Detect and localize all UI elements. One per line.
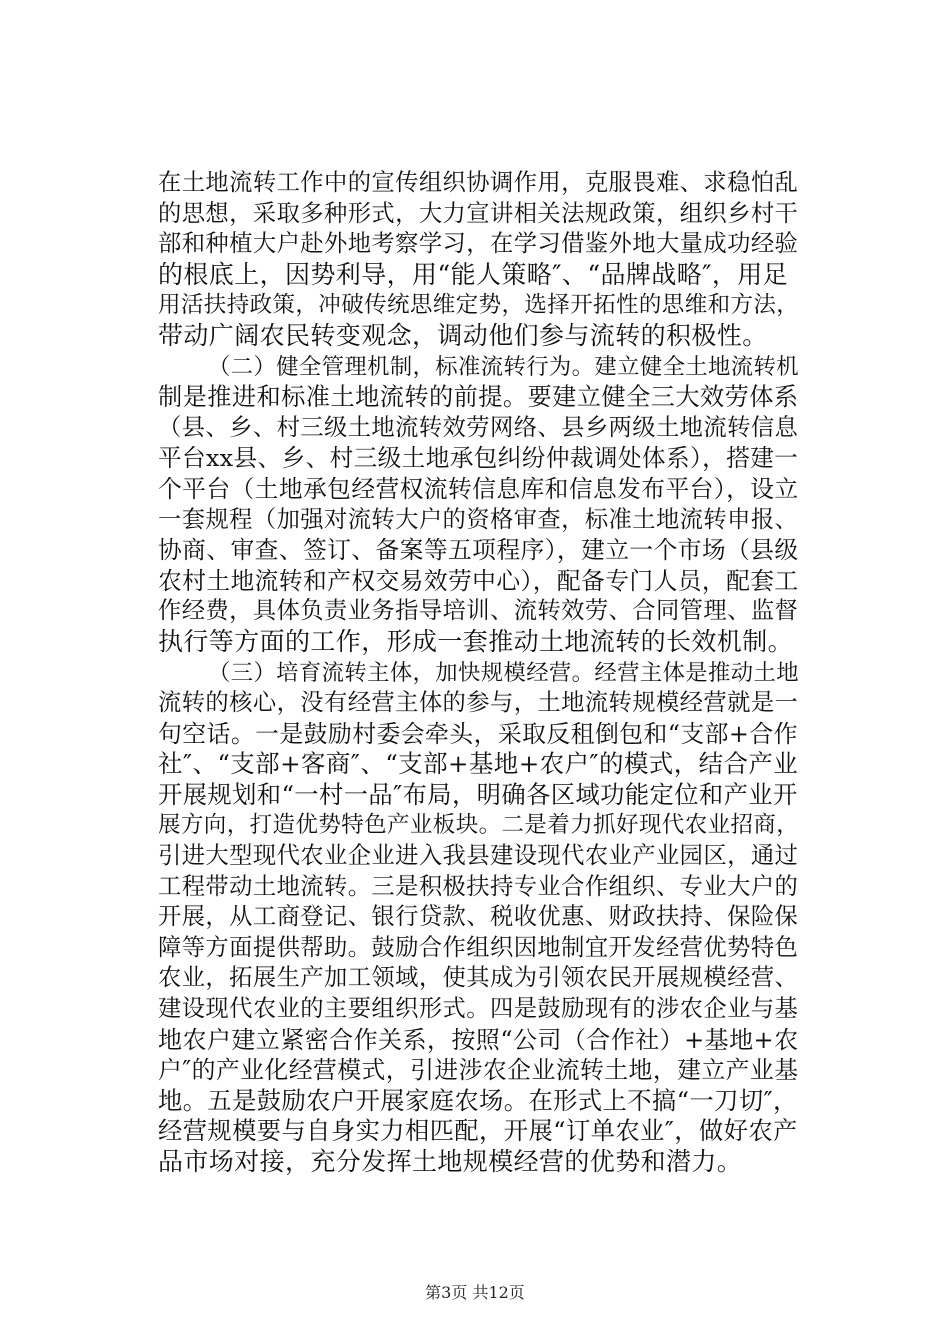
text-line: 障等方面提供帮助。鼓励合作组织因地制宜开发经营优势特色 — [158, 933, 799, 961]
text-line: 句空话。一是鼓励村委会牵头，采取反租倒包和“支部+合作 — [158, 719, 798, 748]
text-line: 工程带动土地流转。三是积极扶持专业合作组织、专业大户的 — [158, 872, 799, 900]
text-line: 品市场对接，充分发挥土地规模经营的优势和潜力。 — [158, 1147, 743, 1176]
text-line: 协商、审查、签订、备案等五项程序），建立一个市场（县级 — [158, 536, 799, 565]
text-line: 部和种植大户赴外地考察学习，在学习借鉴外地大量成功经验 — [158, 230, 799, 258]
text-line: 制是推进和标准土地流转的前提。要建立健全三大效劳体系 — [158, 382, 799, 412]
text-line: 开展，从工商登记、银行贷款、税收优惠、财政扶持、保险保 — [158, 903, 799, 931]
text-line: 农村土地流转和产权交易效劳中心），配备专门人员，配套工 — [158, 566, 799, 595]
text-line: 地农户建立紧密合作关系，按照“公司（合作社）+基地+农 — [158, 1025, 799, 1054]
page-number-label: 第3页 共12页 — [425, 1283, 525, 1302]
text-line: 的思想，采取多种形式，大力宣讲相关法规政策，组织乡村干 — [158, 199, 799, 227]
text-line: 社″、“支部+客商″、“支部+基地+农户″的模式，结合产业 — [158, 749, 799, 779]
text-line: 平台xx县、乡、村三级土地承包纠纷仲裁调处体系），搭建一 — [158, 444, 799, 473]
text-line: 引进大型现代农业企业进入我县建设现代农业产业园区，通过 — [158, 842, 799, 870]
text-line: 在土地流转工作中的宣传组织协调作用，克服畏难、求稳怕乱 — [158, 169, 799, 196]
text-line: 流转的核心，没有经营主体的参与，土地流转规模经营就是一 — [158, 689, 799, 717]
text-line: 的根底上，因势利导，用“能人策略″、“品牌战略″，用足 — [158, 259, 789, 289]
page-footer — [0, 1283, 950, 1303]
text-line: 地。五是鼓励农户开展家庭农场。在形式上不搞“一刀切″， — [158, 1085, 798, 1115]
text-line: 一套规程（加强对流转大户的资格审查，标准土地流转申报、 — [158, 505, 799, 533]
text-line: （三）培育流转主体，加快规模经营。经营主体是推动土地 — [208, 659, 799, 686]
text-line: 执行等方面的工作，形成一套推动土地流转的长效机制。 — [158, 626, 794, 656]
text-line: 带动广阔农民转变观念，调动他们参与流转的积极性。 — [158, 320, 768, 350]
text-line: 户″的产业化经营模式，引进涉农企业流转土地，建立产业基 — [158, 1056, 799, 1085]
text-line: 展方向，打造优势特色产业板块。二是着力抓好现代农业招商， — [158, 812, 800, 839]
text-line: （县、乡、村三级土地流转效劳网络、县乡两级土地流转信息 — [158, 413, 799, 441]
text-line: 个平台（土地承包经营权流转信息库和信息发布平台），设立 — [158, 474, 799, 503]
text-line: 作经费，具体负责业务指导培训、流转效劳、合同管理、监督 — [158, 597, 799, 625]
text-line: 经营规模要与自身实力相匹配，开展“订单农业″，做好农产 — [158, 1116, 798, 1146]
text-line: 用活扶持政策，冲破传统思维定势，选择开拓性的思维和方法， — [158, 292, 800, 319]
document-body — [158, 168, 798, 1178]
text-line: 开展规划和“一村一品″布局，明确各区域功能定位和产业开 — [158, 779, 798, 809]
text-line: 建设现代农业的主要组织形式。四是鼓励现有的涉农企业与基 — [158, 995, 799, 1023]
text-line: 农业，拓展生产加工领域，使其成为引领农民开展规模经营、 — [158, 964, 799, 992]
text-line: （二）健全管理机制，标准流转行为。建立健全土地流转机 — [208, 353, 799, 380]
